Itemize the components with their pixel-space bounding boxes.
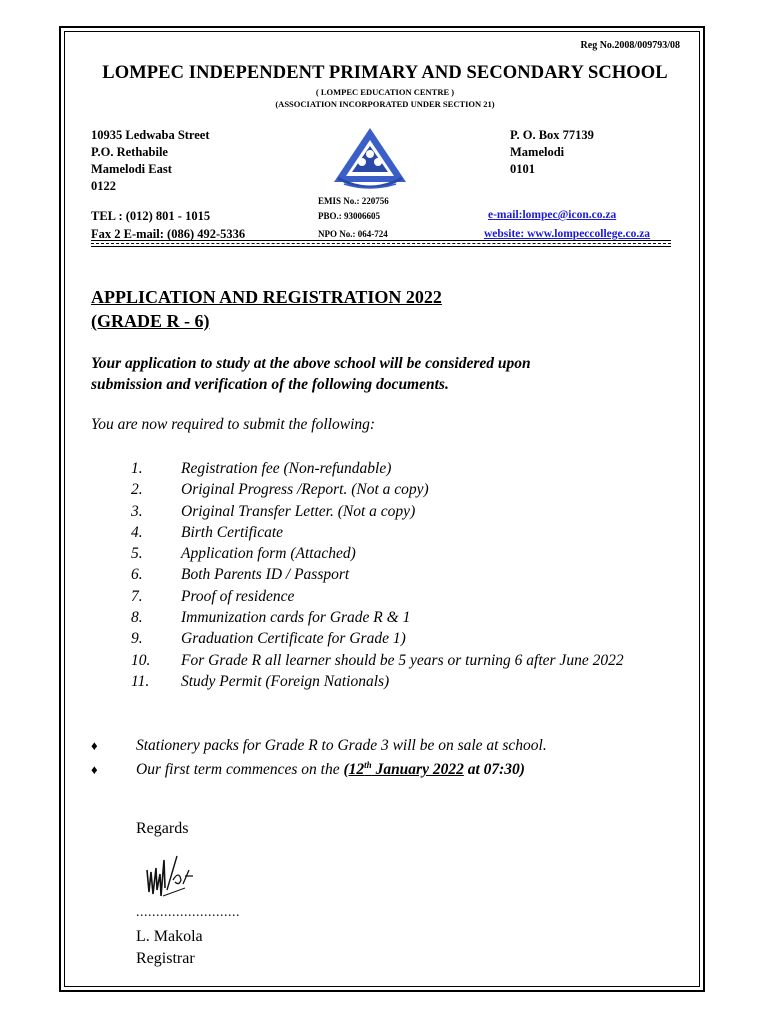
fax: Fax 2 E-mail: (086) 492-5336 xyxy=(91,227,246,241)
npo-number: NPO No.: 064-724 xyxy=(318,229,388,239)
list-item: 5. Application form (Attached) xyxy=(131,545,356,563)
registration-number: Reg No.2008/009793/08 xyxy=(580,40,680,51)
list-item: 3. Original Transfer Letter. (Not a copy) xyxy=(131,502,416,520)
list-item: 1. Registration fee (Non-refundable) xyxy=(131,460,392,477)
emis-number: EMIS No.: 220756 xyxy=(318,196,389,206)
page-title: APPLICATION AND REGISTRATION 2022 (GRADE R - 6) xyxy=(91,287,442,331)
list-item: 8. Immunization cards for Grade R & 1 xyxy=(131,609,411,627)
signatory-name: L. Makola xyxy=(136,928,203,945)
instruction-text: You are now required to submit the following: xyxy=(91,416,376,433)
school-logo-icon xyxy=(330,126,410,192)
signature-line: .......................... xyxy=(136,905,240,920)
website-link[interactable]: website: www.lompeccollege.co.za xyxy=(484,228,651,240)
notes-list xyxy=(91,734,547,782)
list-item: 2. Original Progress /Report. (Not a copy) xyxy=(131,481,429,499)
school-name: LOMPEC INDEPENDENT PRIMARY AND SECONDARY SCHOOL xyxy=(102,63,668,83)
telephone: TEL : (012) 801 - 1015 xyxy=(91,209,211,223)
school-association: (ASSOCIATION INCORPORATED UNDER SECTION 21) xyxy=(275,99,495,109)
school-subtitle: ( LOMPEC EDUCATION CENTRE ) xyxy=(315,87,455,97)
phone-numbers xyxy=(91,207,245,243)
diamond-bullet-icon: ♦ xyxy=(91,762,98,777)
term-start-date: (12th January 2022 at 07:30) xyxy=(343,759,525,778)
postal-address: P. O. Box 77139 Mamelodi 0101 xyxy=(510,128,594,176)
diamond-bullet-icon: ♦ xyxy=(91,738,98,753)
note-term-start: ♦ Our first term commences on the (12th January 2022 at 07:30) xyxy=(91,758,547,782)
regards-text: Regards xyxy=(136,820,189,837)
list-item: 9. Graduation Certificate for Grade 1) xyxy=(131,630,406,648)
signatory xyxy=(136,926,203,970)
signatory-title: Registrar xyxy=(136,950,195,967)
street-address: 10935 Ledwaba Street P.O. Rethabile Mamelodi East 0122 xyxy=(91,128,210,193)
intro-text: Your application to study at the above school will be considered upon submission and verification of the following documents. xyxy=(91,355,531,393)
email-link[interactable]: e-mail:lompec@icon.co.za xyxy=(488,209,617,221)
header-divider-dashes xyxy=(91,243,671,244)
pbo-number: PBO.: 93006605 xyxy=(318,211,380,221)
list-item: 10. For Grade R all learner should be 5 years or turning 6 after June 2022 xyxy=(131,651,624,669)
list-item: 11. Study Permit (Foreign Nationals) xyxy=(131,672,390,690)
requirements-list xyxy=(131,458,701,692)
note-stationery: ♦ Stationery packs for Grade R to Grade 3 will be on sale at school. xyxy=(91,734,547,758)
signature xyxy=(143,850,195,898)
list-item: 6. Both Parents ID / Passport xyxy=(131,566,350,584)
list-item: 4. Birth Certificate xyxy=(131,523,284,541)
list-item: 7. Proof of residence xyxy=(131,587,295,605)
